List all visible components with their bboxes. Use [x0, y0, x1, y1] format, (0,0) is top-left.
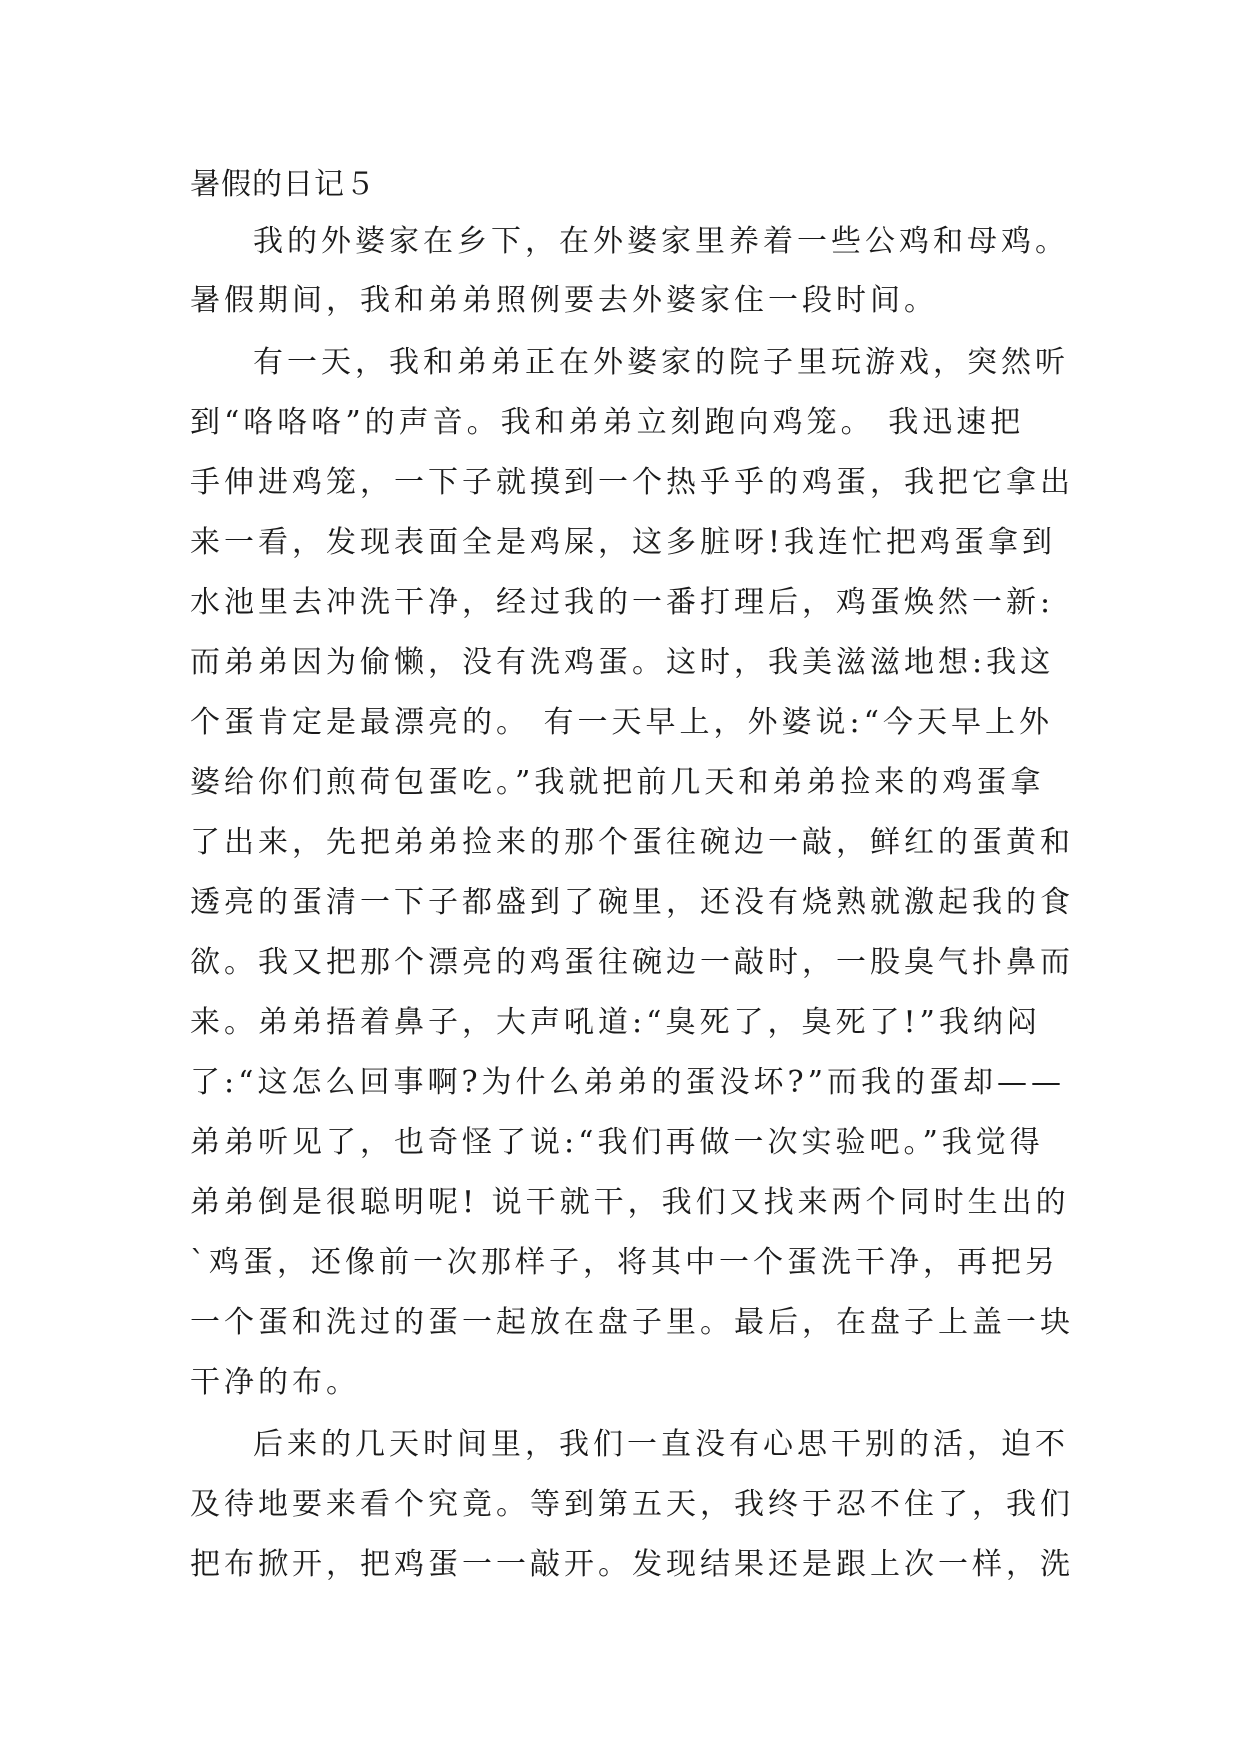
text-line: 水池里去冲洗干净，经过我的一番打理后，鸡蛋焕然一新:	[190, 585, 1055, 620]
text-line: 来。弟弟捂着鼻子，大声吼道:“臭死了，臭死了!”我纳闷	[190, 1005, 1041, 1040]
text-line: `鸡蛋，还像前一次那样子，将其中一个蛋洗干净，再把另	[190, 1245, 1059, 1280]
text-line: 及待地要来看个究竟。等到第五天，我终于忍不住了，我们	[190, 1487, 1074, 1522]
text-line: 透亮的蛋清一下子都盛到了碗里，还没有烧熟就激起我的食	[190, 885, 1074, 920]
text-line: 而弟弟因为偷懒，没有洗鸡蛋。这时，我美滋滋地想:我这	[190, 645, 1055, 680]
text-line: 个蛋肯定是最漂亮的。 有一天早上，外婆说:“今天早上外	[190, 705, 1053, 740]
text-line: 了:“这怎么回事啊?为什么弟弟的蛋没坏?”而我的蛋却——	[190, 1065, 1065, 1100]
text-line: 了出来，先把弟弟捡来的那个蛋往碗边一敲，鲜红的蛋黄和	[190, 825, 1074, 860]
text-line: 后来的几天时间里，我们一直没有心思干别的活，迫不	[253, 1427, 1069, 1462]
text-line: 一个蛋和洗过的蛋一起放在盘子里。最后，在盘子上盖一块	[190, 1305, 1074, 1340]
text-line: 把布掀开，把鸡蛋一一敲开。发现结果还是跟上次一样，洗	[190, 1547, 1074, 1582]
text-line: 有一天，我和弟弟正在外婆家的院子里玩游戏，突然听	[253, 345, 1069, 380]
text-line: 来一看，发现表面全是鸡屎，这多脏呀!我连忙把鸡蛋拿到	[190, 525, 1057, 560]
text-line: 暑假期间，我和弟弟照例要去外婆家住一段时间。	[190, 283, 938, 318]
text-line: 手伸进鸡笼，一下子就摸到一个热乎乎的鸡蛋，我把它拿出	[190, 465, 1074, 500]
text-line: 我的外婆家在乡下，在外婆家里养着一些公鸡和母鸡。	[253, 224, 1069, 259]
text-line: 婆给你们煎荷包蛋吃。”我就把前几天和弟弟捡来的鸡蛋拿	[190, 765, 1045, 800]
text-line: 弟弟倒是很聪明呢! 说干就干，我们又找来两个同时生出的	[190, 1185, 1070, 1220]
text-line: 弟弟听见了，也奇怪了说:“我们再做一次实验吧。”我觉得	[190, 1125, 1044, 1160]
document-title: 暑假的日记５	[190, 167, 376, 202]
text-line: 到“咯咯咯”的声音。我和弟弟立刻跑向鸡笼。 我迅速把	[190, 405, 1025, 440]
text-line: 干净的布。	[190, 1365, 360, 1400]
text-line: 欲。我又把那个漂亮的鸡蛋往碗边一敲时，一股臭气扑鼻而	[190, 945, 1074, 980]
